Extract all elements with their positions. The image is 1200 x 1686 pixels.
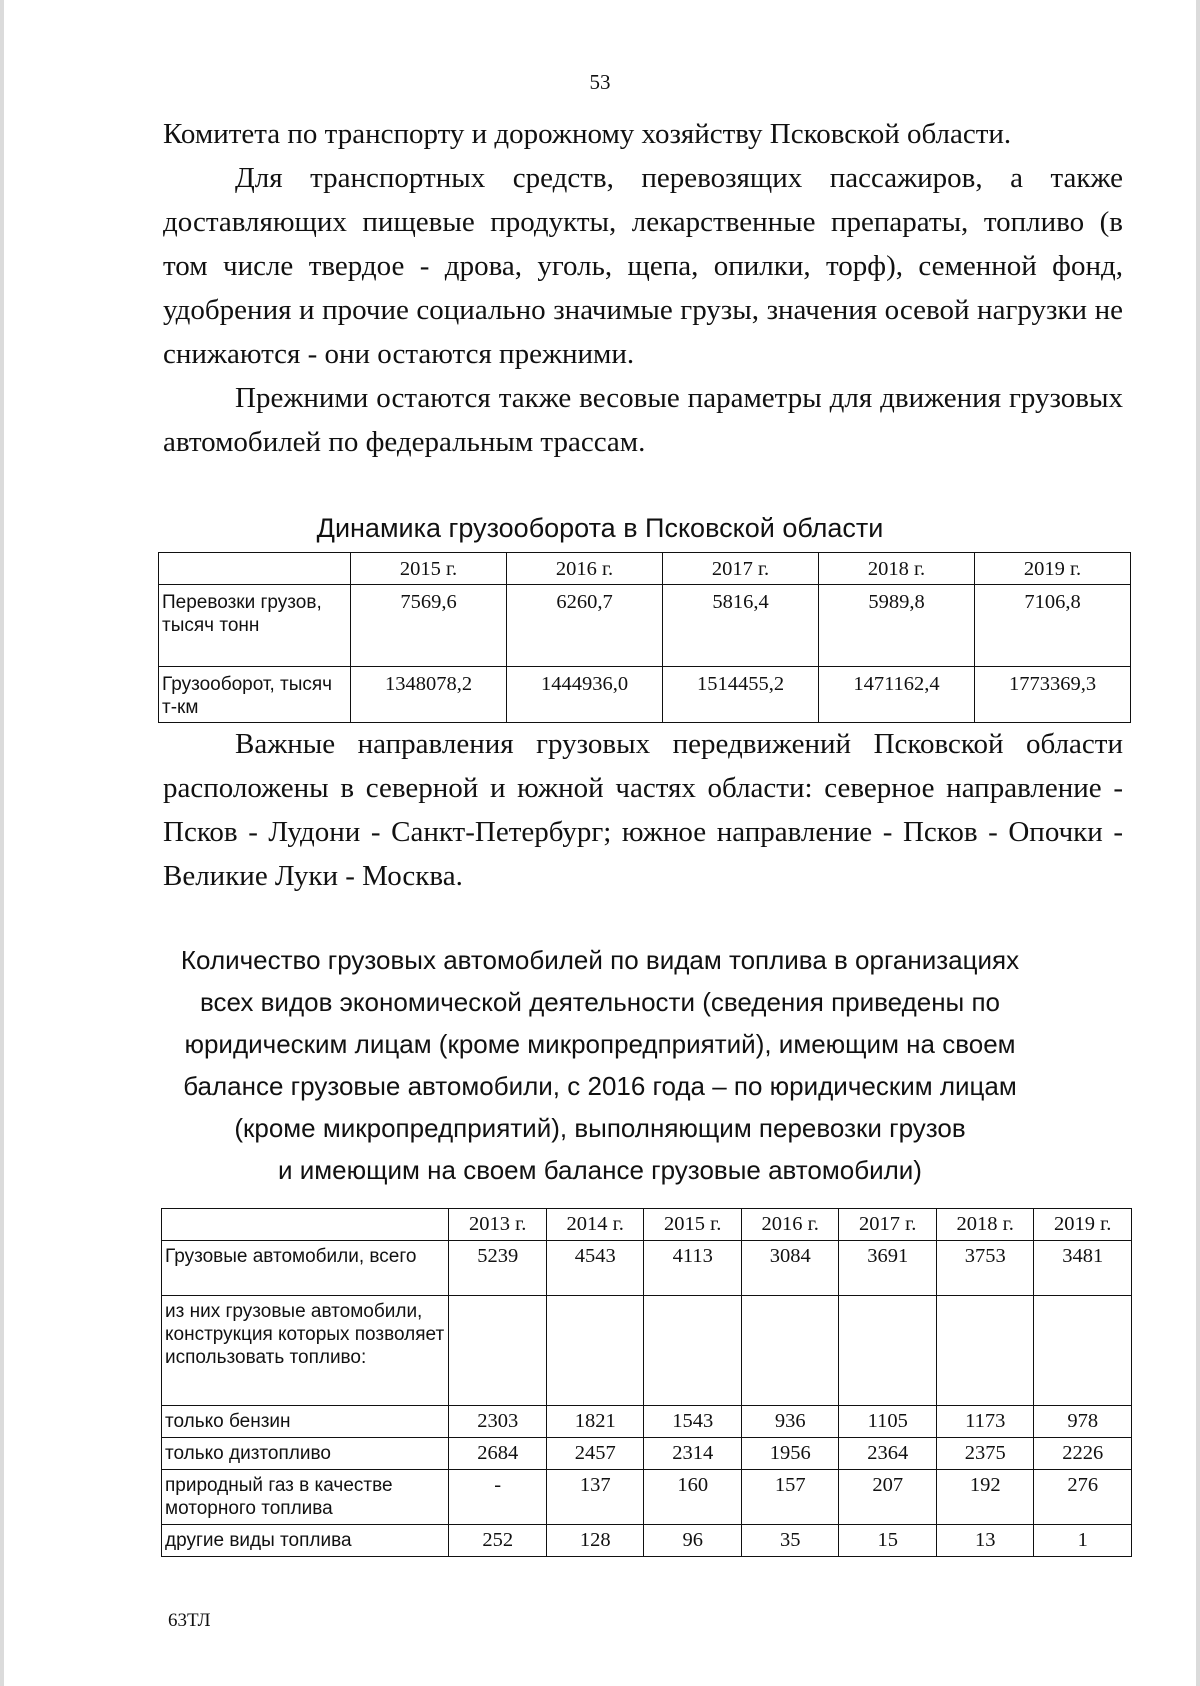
- value-cell: 1956: [741, 1438, 839, 1470]
- value-cell: 192: [936, 1470, 1034, 1525]
- row-label: Перевозки грузов, тысяч тонн: [159, 585, 351, 667]
- header-empty-cell: [162, 1209, 449, 1241]
- header-cell: 2015 г.: [351, 553, 507, 585]
- value-cell: 13: [936, 1525, 1034, 1557]
- value-cell: 1514455,2: [663, 667, 819, 723]
- table2-caption-line: Количество грузовых автомобилей по видам топлива в организациях: [180, 945, 1020, 975]
- value-cell: 7569,6: [351, 585, 507, 667]
- value-cell: 3084: [741, 1241, 839, 1296]
- value-cell: 252: [449, 1525, 547, 1557]
- value-cell: 1543: [644, 1406, 742, 1438]
- value-cell: 5239: [449, 1241, 547, 1296]
- header-cell: 2013 г.: [449, 1209, 547, 1241]
- table-row: [159, 667, 1131, 723]
- table-row: [162, 1470, 1132, 1525]
- table-row: [162, 1241, 1132, 1296]
- table2-caption-line: юридическим лицам (кроме микропредприятий), имеющим на своем: [184, 1029, 1016, 1059]
- value-cell: 1444936,0: [507, 667, 663, 723]
- value-cell: [741, 1296, 839, 1406]
- table-header-row: [162, 1209, 1132, 1241]
- value-cell: 128: [546, 1525, 644, 1557]
- header-cell: 2016 г.: [741, 1209, 839, 1241]
- value-cell: 137: [546, 1470, 644, 1525]
- value-cell: 1: [1034, 1525, 1132, 1557]
- value-cell: 1773369,3: [975, 667, 1131, 723]
- value-cell: 2684: [449, 1438, 547, 1470]
- row-label: только дизтопливо: [162, 1438, 449, 1470]
- header-cell: 2016 г.: [507, 553, 663, 585]
- row-label: Грузооборот, тысяч т-км: [159, 667, 351, 723]
- table1-caption: Динамика грузооборота в Псковской области: [316, 513, 884, 543]
- value-cell: 6260,7: [507, 585, 663, 667]
- value-cell: 2314: [644, 1438, 742, 1470]
- table2-caption-line: и имеющим на своем балансе грузовые автомобили): [278, 1155, 922, 1185]
- value-cell: 96: [644, 1525, 742, 1557]
- header-cell: 2017 г.: [663, 553, 819, 585]
- value-cell: 1105: [839, 1406, 937, 1438]
- paragraph-1: Комитета по транспорту и дорожному хозяйству Псковской области.: [163, 118, 1012, 150]
- value-cell: [1034, 1296, 1132, 1406]
- header-cell: 2018 г.: [819, 553, 975, 585]
- header-cell: 2014 г.: [546, 1209, 644, 1241]
- header-cell: 2019 г.: [1034, 1209, 1132, 1241]
- value-cell: [936, 1296, 1034, 1406]
- value-cell: 2457: [546, 1438, 644, 1470]
- value-cell: 207: [839, 1470, 937, 1525]
- value-cell: 276: [1034, 1470, 1132, 1525]
- value-cell: 7106,8: [975, 585, 1131, 667]
- scan-right-edge: [1196, 0, 1200, 1686]
- value-cell: -: [449, 1470, 547, 1525]
- value-cell: 4543: [546, 1241, 644, 1296]
- table-row: [159, 585, 1131, 667]
- value-cell: 1471162,4: [819, 667, 975, 723]
- value-cell: 5989,8: [819, 585, 975, 667]
- page-number: 53: [589, 70, 611, 94]
- table-header-row: [159, 553, 1131, 585]
- value-cell: 1348078,2: [351, 667, 507, 723]
- value-cell: 2375: [936, 1438, 1034, 1470]
- table-row: [162, 1406, 1132, 1438]
- value-cell: 3691: [839, 1241, 937, 1296]
- row-label: природный газ в качестве моторного топлива: [162, 1470, 449, 1525]
- row-label: только бензин: [162, 1406, 449, 1438]
- header-empty-cell: [159, 553, 351, 585]
- value-cell: 3481: [1034, 1241, 1132, 1296]
- header-cell: 2018 г.: [936, 1209, 1034, 1241]
- value-cell: 157: [741, 1470, 839, 1525]
- value-cell: [839, 1296, 937, 1406]
- table-row: [162, 1525, 1132, 1557]
- value-cell: 4113: [644, 1241, 742, 1296]
- paragraph-2: Для транспортных средств, перевозящих пассажиров, а также доставляющих пищевые продукты, лекарственные препараты, топливо (в том числе твердое - дрова, уголь, щепа, опилки, торф), семенной фонд, удобрения и прочие социально значимые грузы, значения осевой нагрузки не снижаются - они остаются прежними.: [163, 162, 1123, 370]
- table-row: [162, 1296, 1132, 1406]
- table-row: [162, 1438, 1132, 1470]
- freight-turnover-table: [158, 552, 1131, 723]
- value-cell: 3753: [936, 1241, 1034, 1296]
- value-cell: 5816,4: [663, 585, 819, 667]
- value-cell: 15: [839, 1525, 937, 1557]
- header-cell: 2017 г.: [839, 1209, 937, 1241]
- value-cell: 978: [1034, 1406, 1132, 1438]
- value-cell: 160: [644, 1470, 742, 1525]
- row-label: Грузовые автомобили, всего: [162, 1241, 449, 1296]
- value-cell: 35: [741, 1525, 839, 1557]
- table2-caption-line: (кроме микропредприятий), выполняющим перевозки грузов: [234, 1113, 966, 1143]
- value-cell: [644, 1296, 742, 1406]
- value-cell: [449, 1296, 547, 1406]
- table2-caption-line: всех видов экономической деятельности (сведения приведены по: [199, 987, 1001, 1017]
- value-cell: 2303: [449, 1406, 547, 1438]
- value-cell: [546, 1296, 644, 1406]
- row-label: другие виды топлива: [162, 1525, 449, 1557]
- value-cell: 2226: [1034, 1438, 1132, 1470]
- paragraph-4: Важные направления грузовых передвижений Псковской области расположены в северной и южной частях области: северное направление - Псков - Лудони - Санкт-Петербург; южное направление - Псков - Опочки - Великие Луки - Москва.: [163, 728, 1123, 892]
- value-cell: 1821: [546, 1406, 644, 1438]
- scan-left-edge: [0, 0, 4, 1686]
- table2-caption-line: балансе грузовые автомобили, с 2016 года – по юридическим лицам: [183, 1071, 1017, 1101]
- value-cell: 1173: [936, 1406, 1034, 1438]
- header-cell: 2015 г.: [644, 1209, 742, 1241]
- value-cell: 936: [741, 1406, 839, 1438]
- footer-code: 63ТЛ: [168, 1610, 211, 1631]
- paragraph-3: Прежними остаются также весовые параметры для движения грузовых автомобилей по федеральным трассам.: [163, 382, 1123, 458]
- header-cell: 2019 г.: [975, 553, 1131, 585]
- value-cell: 2364: [839, 1438, 937, 1470]
- trucks-by-fuel-table: [161, 1208, 1132, 1557]
- row-label: из них грузовые автомобили, конструкция которых позволяет использовать топливо:: [162, 1296, 449, 1406]
